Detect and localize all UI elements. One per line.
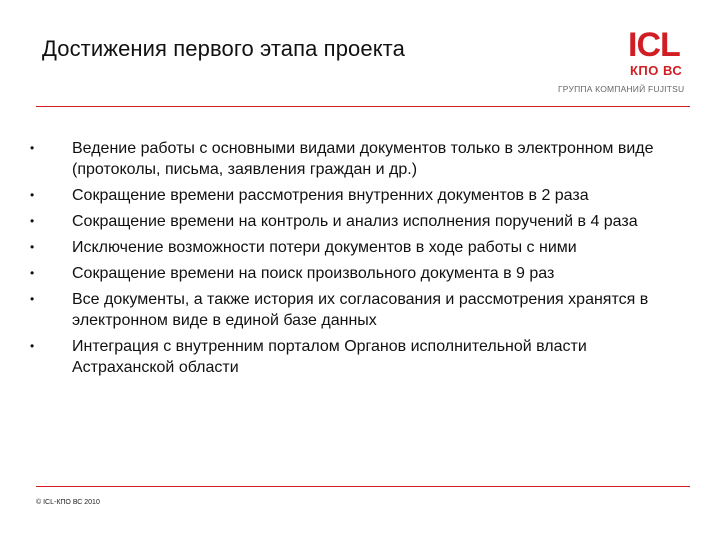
company-logo (555, 26, 700, 98)
list-item-text: Интеграция с внутренним порталом Органов исполнительной власти Астраханской области (72, 338, 587, 376)
bullet-icon: • (30, 141, 35, 155)
logo-brand: ICL (628, 26, 680, 64)
bullet-icon: • (30, 214, 35, 228)
list-item-text: Ведение работы с основными видами документов только в электронном виде (протоколы, письма, заявления граждан и др.) (72, 140, 654, 178)
bullet-icon: • (30, 266, 35, 280)
list-item-text: Сокращение времени на поиск произвольного документа в 9 раз (72, 265, 555, 282)
list-item-text: Все документы, а также история их согласования и рассмотрения хранятся в электронном виде в единой базе данных (72, 291, 649, 329)
list-item-text: Исключение возможности потери документов в ходе работы с ними (72, 239, 577, 256)
footer-divider (36, 486, 690, 487)
bullet-icon: • (30, 292, 35, 306)
list-item (30, 237, 690, 258)
list-item (30, 289, 690, 331)
list-item (30, 138, 690, 180)
list-item (30, 263, 690, 284)
list-item-text: Сокращение времени на контроль и анализ исполнения поручений в 4 раза (72, 213, 638, 230)
list-item (30, 336, 690, 378)
bullet-list (30, 138, 690, 383)
header-divider (36, 106, 690, 107)
footer-copyright: © ICL-КПО ВС 2010 (36, 499, 100, 506)
logo-subtitle: КПО ВС (630, 63, 683, 78)
list-item-text: Сокращение времени рассмотрения внутренних документов в 2 раза (72, 187, 589, 204)
logo-group-caption: ГРУППА КОМПАНИЙ FUJITSU (558, 84, 685, 94)
page-title: Достижения первого этапа проекта (42, 36, 405, 61)
bullet-icon: • (30, 188, 35, 202)
bullet-icon: • (30, 240, 35, 254)
list-item (30, 185, 690, 206)
list-item (30, 211, 690, 232)
bullet-icon: • (30, 339, 35, 353)
